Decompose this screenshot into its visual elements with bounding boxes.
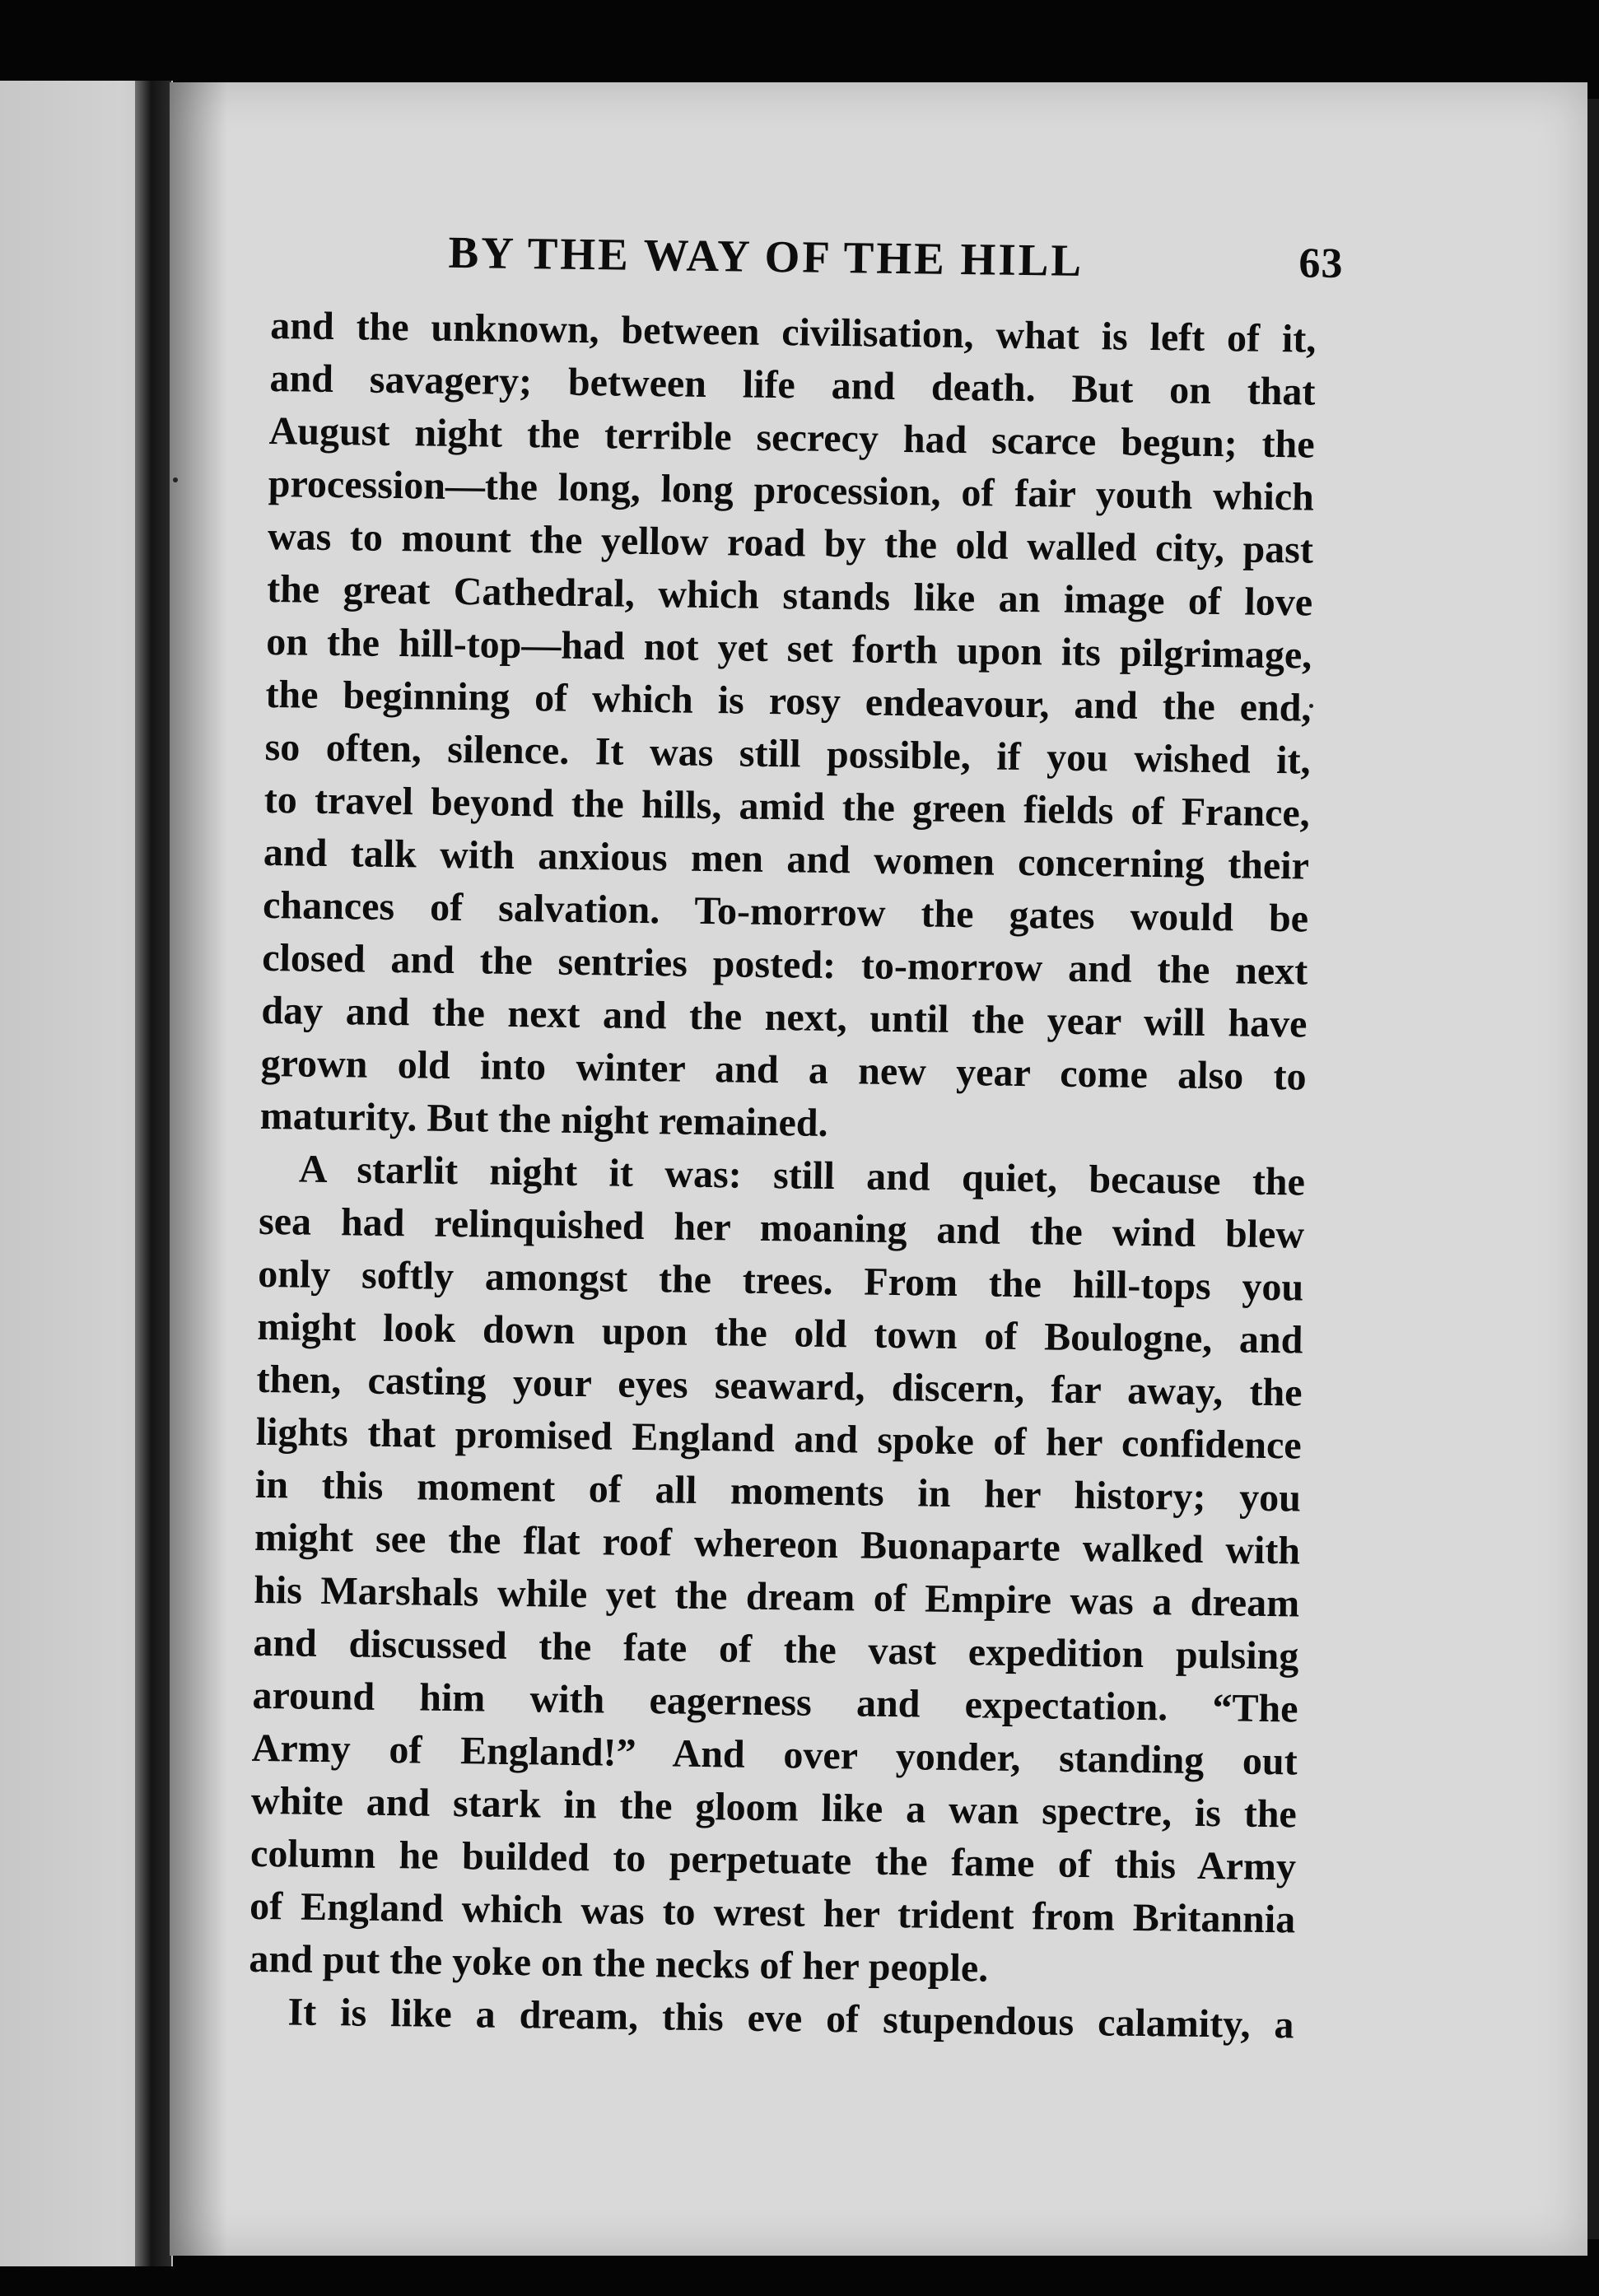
text-line: so often, silence. It was still possible, if you wished it, <box>264 724 1311 783</box>
text-line: the great Cathedral, which stands like an image of love <box>266 566 1313 625</box>
paragraph <box>259 300 1316 1157</box>
text-line: day and the next and the next, until the year will have <box>261 988 1308 1046</box>
paragraph <box>249 1143 1305 2000</box>
text-line: might look down upon the old town of Boulogne, and <box>257 1304 1303 1362</box>
scan-speck <box>173 477 178 482</box>
text-line: and discussed the fate of the vast expedition pulsing <box>253 1620 1299 1679</box>
text-line: was to mount the yellow road by the old walled city, past <box>267 514 1314 572</box>
page-shadow <box>170 82 227 2256</box>
text-line: August night the terrible secrecy had scarce begun; the <box>268 408 1315 467</box>
page-header <box>271 224 1344 314</box>
text-line: the beginning of which is rosy endeavour, and the end, <box>265 672 1312 730</box>
text-line: sea had relinquished her moaning and the wind blew <box>258 1199 1305 1257</box>
text-line: and put the yoke on the necks of her people. <box>249 1936 989 1991</box>
text-line: his Marshals while yet the dream of Empire was a dream <box>253 1567 1300 1626</box>
text-line: in this moment of all moments in her history; you <box>254 1462 1302 1521</box>
text-line: Army of England!” And over yonder, standing out <box>251 1725 1298 1784</box>
text-line: on the hill-top—had not yet set forth upon its pilgrimage, <box>266 619 1312 678</box>
text-line: grown old into winter and a new year come also to <box>260 1041 1307 1099</box>
page-content <box>248 224 1344 2051</box>
text-line: lights that promised England and spoke of her confidence <box>255 1409 1303 1468</box>
text-line: and talk with anxious men and women concerning their <box>263 830 1310 888</box>
text-line: might see the flat roof whereon Buonaparte walked with <box>254 1515 1301 1573</box>
text-line: of England which was to wrest her trident from Britannia <box>249 1884 1296 1942</box>
text-line: closed and the sentries posted: to-morrow and the next <box>261 935 1308 994</box>
body-text <box>248 300 1317 2051</box>
page-number: 63 <box>1298 240 1344 288</box>
text-line: It is like a dream, this eve of stupendous calamity, a <box>287 1990 1294 2047</box>
text-line: around him with eagerness and expectation. “The <box>252 1673 1298 1731</box>
running-head: BY THE WAY OF THE HILL <box>448 226 1084 286</box>
book-gutter <box>135 81 171 2266</box>
text-line: column he builded to perpetuate the fame of this Army <box>249 1831 1297 1889</box>
text-line: and savagery; between life and death. But on that <box>269 356 1316 414</box>
text-line: A starlit night it was: still and quiet, because the <box>298 1147 1306 1204</box>
text-line: white and stark in the gloom like a wan spectre, is the <box>250 1778 1298 1837</box>
text-line: maturity. But the night remained. <box>259 1093 828 1145</box>
right-page-edge <box>1587 99 1599 2239</box>
text-line: chances of salvation. To-morrow the gates would be <box>262 883 1309 941</box>
text-line: and the unknown, between civilisation, what is left of it, <box>270 303 1317 361</box>
text-line: procession—the long, long procession, of fair youth which <box>268 461 1315 519</box>
text-line: only softly amongst the trees. From the hill-tops you <box>257 1251 1304 1310</box>
text-line: to travel beyond the hills, amid the green fields of France, <box>263 777 1311 836</box>
text-line: then, casting your eyes seaward, discern, far away, the <box>256 1357 1303 1415</box>
